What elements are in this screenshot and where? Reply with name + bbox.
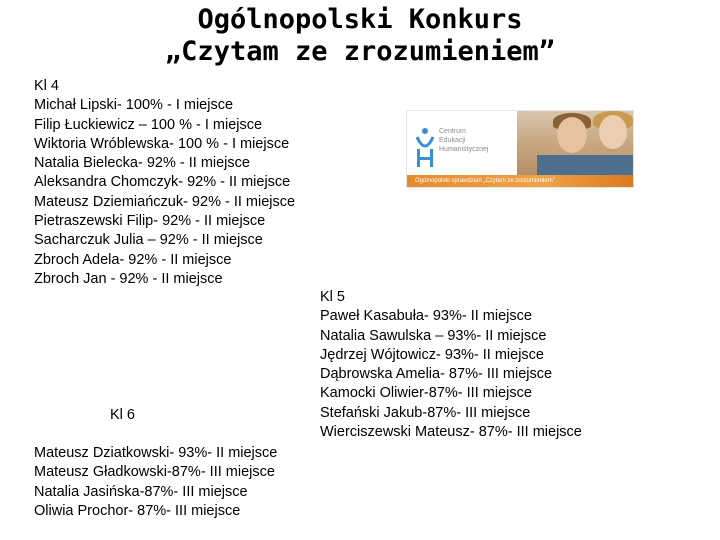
list-item: Oliwia Prochor- 87%- III miejsce — [34, 502, 241, 519]
list-item: Pietraszewski Filip- 92% - II miejsce — [34, 213, 266, 230]
contest-banner-image — [407, 111, 633, 187]
ceh-logo-text: Centrum Edukacji Humanistycznej — [439, 128, 489, 153]
list-item: Natalia Sawulska – 93%- II miejsce — [320, 327, 547, 344]
list-item: Mateusz Dziatkowski- 93%- II miejsce — [34, 445, 278, 461]
list-item: Mateusz Dziemiańczuk- 92% - II miejsce — [34, 193, 296, 210]
banner-caption-bar — [407, 175, 633, 187]
list-item: Natalia Jasińska-87%- III miejsce — [34, 483, 248, 500]
ceh-logo — [407, 111, 517, 177]
list-item: Zbroch Adela- 92% - II miejsce — [34, 251, 232, 268]
title-line-1: Ogólnopolski Konkurs — [197, 4, 523, 35]
list-item: Natalia Bielecka- 92% - II miejsce — [34, 155, 250, 172]
title-line-2: „Czytam ze zrozumieniem” — [164, 36, 556, 67]
kl6-section — [34, 444, 277, 521]
list-item: Stefański Jakub-87%- III miejsce — [320, 404, 531, 421]
list-item: Mateusz Gładkowski-87%- III miejsce — [34, 464, 275, 481]
list-item: Michał Lipski- 100% - I miejsce — [34, 97, 234, 114]
kl5-section — [320, 288, 582, 442]
list-item: Dąbrowska Amelia- 87%- III miejsce — [320, 366, 553, 383]
kl4-heading: Kl 4 — [34, 78, 59, 94]
list-item: Sacharczuk Julia – 92% - II miejsce — [34, 232, 263, 249]
list-item: Jędrzej Wójtowicz- 93%- II miejsce — [320, 346, 544, 363]
list-item: Paweł Kasabuła- 93%- II miejsce — [320, 308, 532, 325]
list-item: Wiktoria Wróblewska- 100 % - I miejsce — [34, 135, 290, 152]
list-item: Filip Łuckiewicz – 100 % - I miejsce — [34, 116, 263, 133]
list-item: Wierciszewski Mateusz- 87%- III miejsce — [320, 424, 582, 441]
kl4-section — [34, 77, 295, 289]
kl5-heading: Kl 5 — [320, 289, 345, 305]
banner-caption: Ogólnopolski sprawdzian „Czytam ze zrozumieniem” — [415, 178, 555, 184]
list-item: Zbroch Jan - 92% - II miejsce — [34, 270, 223, 287]
list-item: Aleksandra Chomczyk- 92% - II miejsce — [34, 174, 291, 191]
page-title — [0, 4, 720, 68]
list-item: Kamocki Oliwier-87%- III miejsce — [320, 385, 532, 402]
kl6-heading: Kl 6 — [110, 407, 135, 423]
